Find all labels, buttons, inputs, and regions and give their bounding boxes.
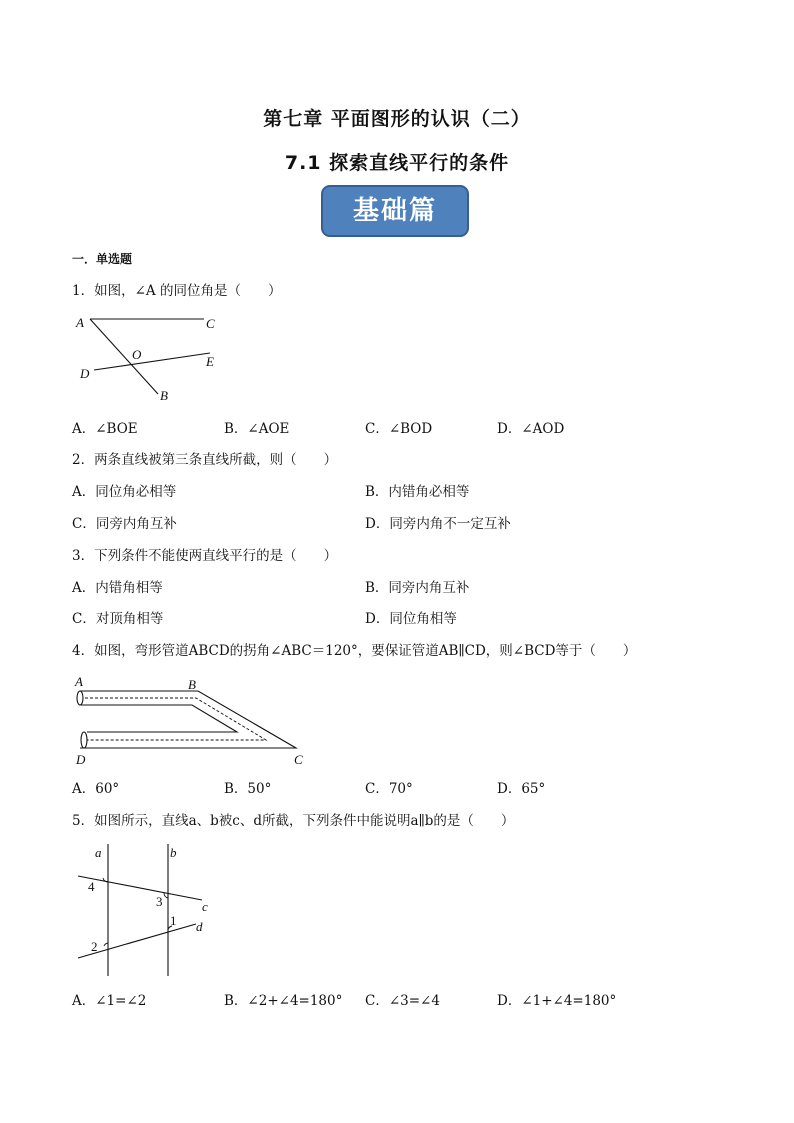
q3-option-a[interactable]: A．内错角相等 bbox=[72, 580, 163, 596]
q1-label-o: O bbox=[132, 347, 142, 362]
q5-option-d[interactable]: D．∠1+∠4=180° bbox=[497, 993, 617, 1009]
q4-label-a: A bbox=[75, 674, 83, 689]
q5-option-b[interactable]: B．∠2+∠4=180° bbox=[224, 993, 343, 1009]
level-badge: 基础篇 bbox=[321, 185, 469, 237]
section-heading: 一．单选题 bbox=[72, 252, 133, 266]
q3-option-d[interactable]: D．同位角相等 bbox=[365, 611, 457, 627]
q1-figure bbox=[70, 308, 240, 406]
q4-option-d[interactable]: D．65° bbox=[497, 781, 546, 797]
q3-option-b[interactable]: B．同旁内角互补 bbox=[365, 580, 470, 596]
q5-label-1: 1 bbox=[170, 913, 177, 928]
q4-option-a[interactable]: A．60° bbox=[72, 781, 120, 797]
q1-option-d[interactable]: D．∠AOD bbox=[497, 421, 565, 437]
q1-stem: 1．如图，∠A 的同位角是（ ） bbox=[72, 283, 282, 299]
q1-option-c[interactable]: C．∠BOD bbox=[365, 421, 433, 437]
q1-label-c: C bbox=[206, 316, 215, 331]
page-title: 第七章 平面图形的认识（二） bbox=[263, 108, 531, 130]
q4-label-d: D bbox=[76, 752, 86, 767]
q4-label-c: C bbox=[294, 752, 303, 767]
q1-label-b: B bbox=[160, 388, 168, 403]
q5-option-a[interactable]: A．∠1=∠2 bbox=[72, 993, 147, 1009]
q1-option-a[interactable]: A．∠BOE bbox=[72, 421, 138, 437]
q2-option-c[interactable]: C．同旁内角互补 bbox=[72, 516, 177, 532]
q2-stem: 2．两条直线被第三条直线所截，则（ ） bbox=[72, 452, 338, 468]
q4-stem: 4．如图，弯形管道ABCD的拐角∠ABC＝120°，要保证管道AB∥CD，则∠BCD等于（ ） bbox=[72, 643, 637, 659]
q2-option-a[interactable]: A．同位角必相等 bbox=[72, 484, 177, 500]
q4-option-c[interactable]: C．70° bbox=[365, 781, 413, 797]
q3-stem: 3．下列条件不能使两直线平行的是（ ） bbox=[72, 548, 338, 564]
q5-label-3: 3 bbox=[156, 894, 163, 909]
q1-label-a: A bbox=[76, 315, 84, 330]
q5-figure bbox=[70, 840, 220, 980]
q5-label-4: 4 bbox=[88, 879, 95, 894]
q3-option-c[interactable]: C．对顶角相等 bbox=[72, 611, 164, 627]
q4-option-b[interactable]: B．50° bbox=[224, 781, 272, 797]
q5-label-b: b bbox=[170, 845, 177, 860]
page-subtitle: 7.1 探索直线平行的条件 bbox=[284, 152, 510, 174]
q5-stem: 5．如图所示，直线a、b被c、d所截，下列条件中能说明a∥b的是（ ） bbox=[72, 813, 515, 829]
q5-option-c[interactable]: C．∠3=∠4 bbox=[365, 993, 440, 1009]
q1-label-d: D bbox=[80, 366, 90, 381]
q5-label-2: 2 bbox=[91, 939, 98, 954]
q4-figure bbox=[70, 672, 320, 770]
q1-label-e: E bbox=[206, 354, 214, 369]
q1-option-b[interactable]: B．∠AOE bbox=[224, 421, 290, 437]
q2-option-d[interactable]: D．同旁内角不一定互补 bbox=[365, 516, 511, 532]
q4-label-b: B bbox=[188, 677, 196, 692]
q5-label-a: a bbox=[95, 845, 102, 860]
q5-label-c: c bbox=[202, 899, 208, 914]
q2-option-b[interactable]: B．内错角必相等 bbox=[365, 484, 470, 500]
q5-label-d: d bbox=[196, 919, 203, 934]
